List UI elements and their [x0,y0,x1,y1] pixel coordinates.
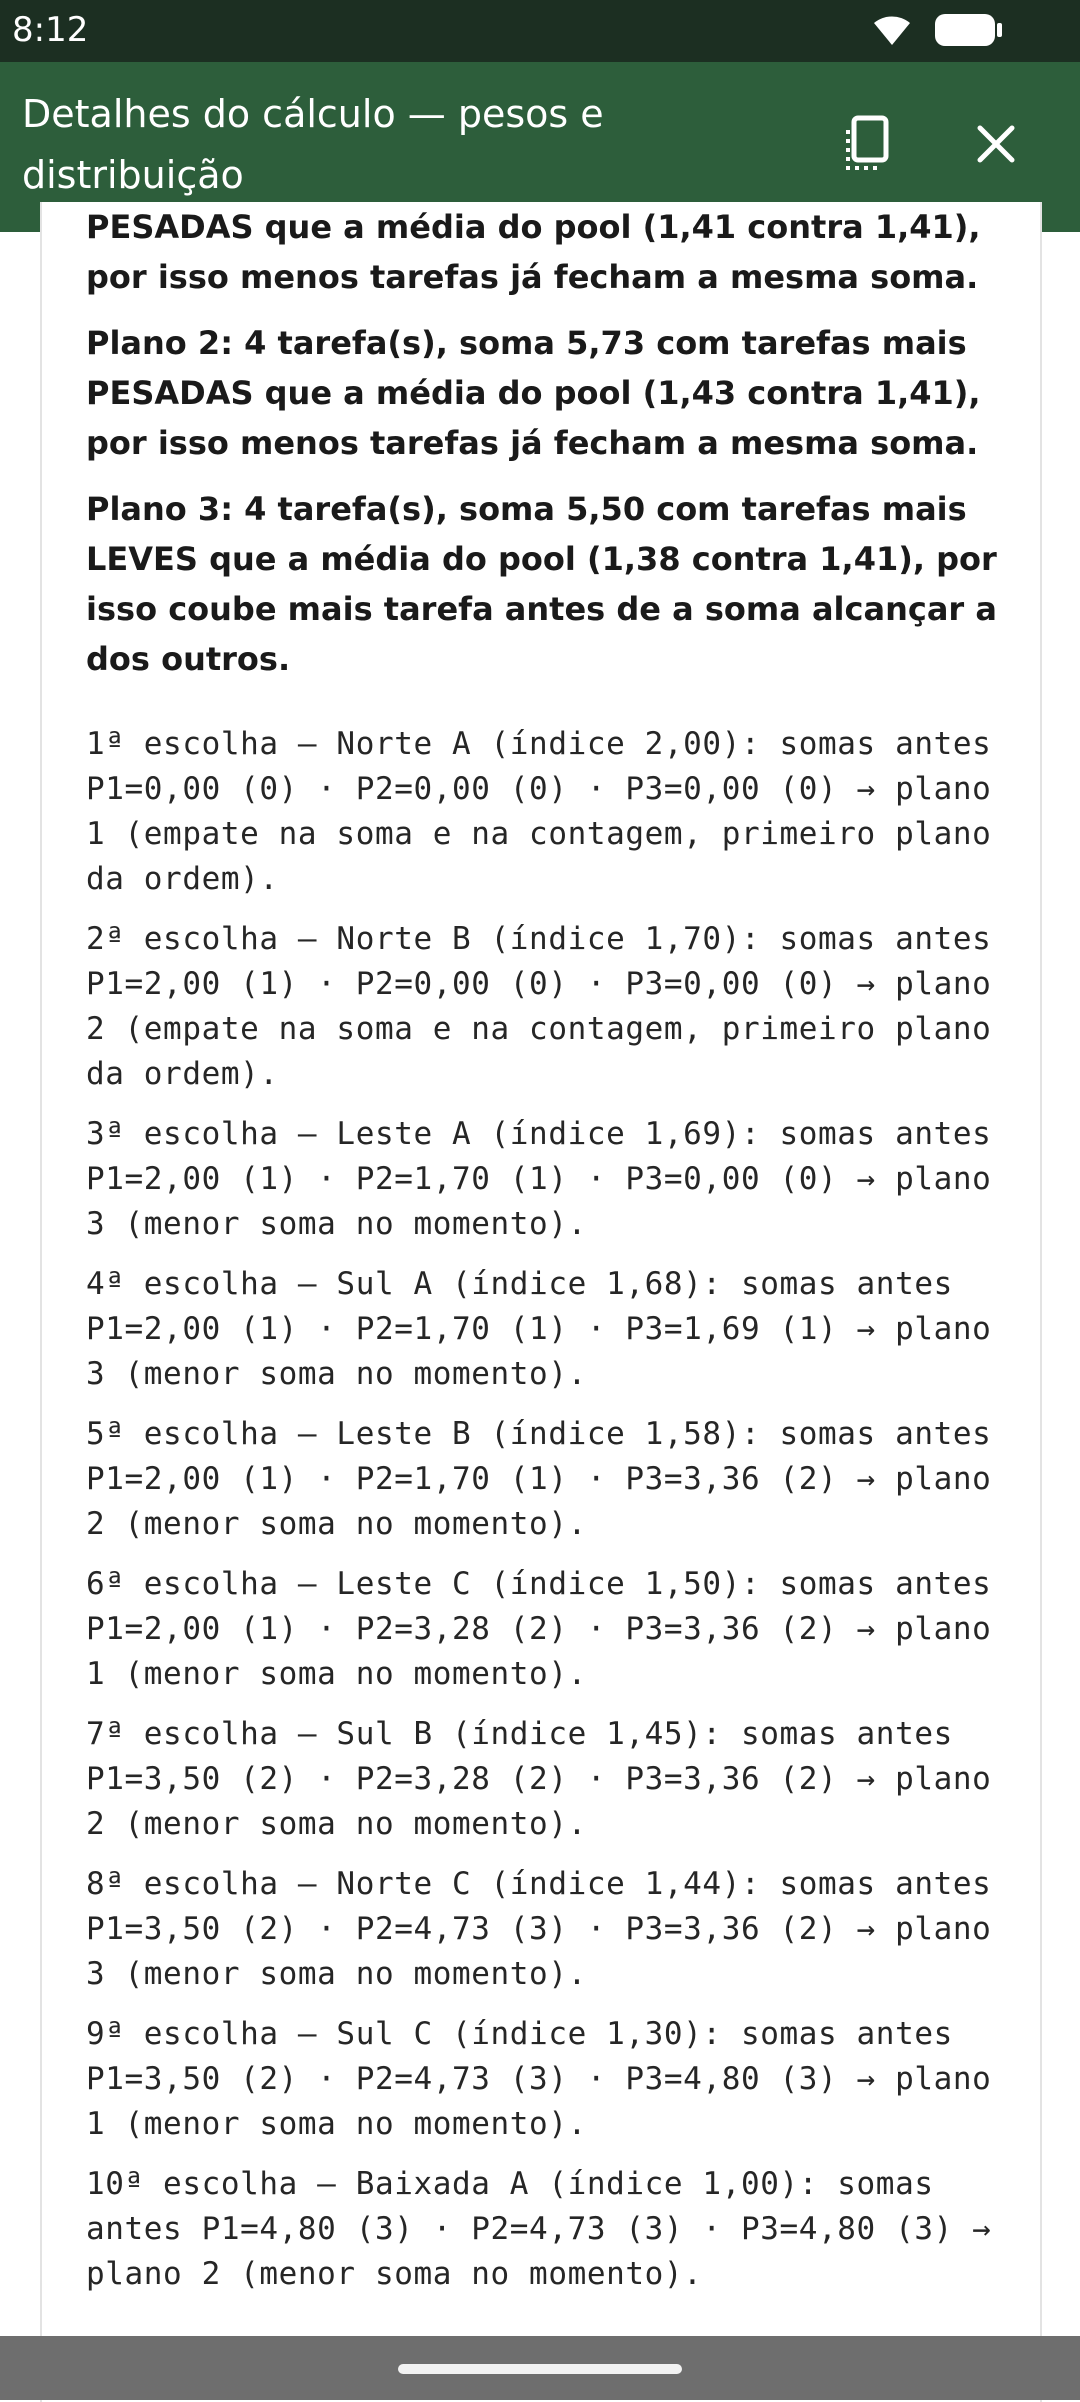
status-icons [872,12,1004,53]
step-item: 5ª escolha — Leste B (índice 1,58): somas antes P1=2,00 (1) · P2=1,70 (1) · P3=3,36 (2) → plano 2 (menor soma no momento). [86,1416,992,1542]
home-gesture-handle[interactable] [398,2364,682,2374]
battery-icon [934,12,1004,53]
scroll-content[interactable] [0,208,1080,2336]
step-item: 1ª escolha — Norte A (índice 2,00): somas antes P1=0,00 (0) · P2=0,00 (0) · P3=0,00 (0) → plano 1 (empate na soma e na contagem, primeiro plano da ordem). [86,726,992,897]
close-icon [974,122,1018,171]
step-item: 3ª escolha — Leste A (índice 1,69): somas antes P1=2,00 (1) · P2=1,70 (1) · P3=0,00 (0) → plano 3 (menor soma no momento). [86,1116,992,1242]
summary-paragraph: Plano 2: 4 tarefa(s), soma 5,73 com tarefas mais PESADAS que a média do pool (1,43 contra 1,41), por isso menos tarefas já fecham a mesma soma. [86,324,981,462]
step-item: 9ª escolha — Sul C (índice 1,30): somas antes P1=3,50 (2) · P2=4,73 (3) · P3=4,80 (3) → plano 1 (menor soma no momento). [86,2016,992,2142]
step-item: 10ª escolha — Baixada A (índice 1,00): somas antes P1=4,80 (3) · P2=4,73 (3) · P3=4,80 (3) → plano 2 (menor soma no momento). [86,2166,992,2292]
system-navigation-bar [0,2336,1080,2400]
details-card [40,202,1042,2402]
summary-paragraph: Plano 3: 4 tarefa(s), soma 5,50 com tarefas mais LEVES que a média do pool (1,38 contra 1,41), por isso coube mais tarefa antes de a soma alcançar a dos outros. [86,490,997,678]
close-button[interactable] [956,106,1036,186]
step-item: 4ª escolha — Sul A (índice 1,68): somas antes P1=2,00 (1) · P2=1,70 (1) · P3=1,69 (1) → plano 3 (menor soma no momento). [86,1266,992,1392]
status-bar [0,0,1080,62]
summary-paragraph: PESADAS que a média do pool (1,41 contra 1,41), por isso menos tarefas já fecham a mesma soma. [86,208,981,296]
dialog-title: Detalhes do cálculo — pesos e distribuição [22,92,604,197]
step-item: 6ª escolha — Leste C (índice 1,50): somas antes P1=2,00 (1) · P2=3,28 (2) · P3=3,36 (2) → plano 1 (menor soma no momento). [86,1566,992,1692]
status-time: 8:12 [12,10,89,50]
copy-button[interactable] [828,106,908,186]
copy-icon [840,114,896,179]
step-item: 8ª escolha — Norte C (índice 1,44): somas antes P1=3,50 (2) · P2=4,73 (3) · P3=3,36 (2) → plano 3 (menor soma no momento). [86,1866,992,1992]
step-item: 7ª escolha — Sul B (índice 1,45): somas antes P1=3,50 (2) · P2=3,28 (2) · P3=3,36 (2) → plano 2 (menor soma no momento). [86,1716,992,1842]
plan-summary [86,202,1026,700]
selection-steps [86,722,1026,2312]
step-item: 2ª escolha — Norte B (índice 1,70): somas antes P1=2,00 (1) · P2=0,00 (0) · P3=0,00 (0) → plano 2 (empate na soma e na contagem, primeiro plano da ordem). [86,921,992,1092]
wifi-icon [872,13,912,52]
